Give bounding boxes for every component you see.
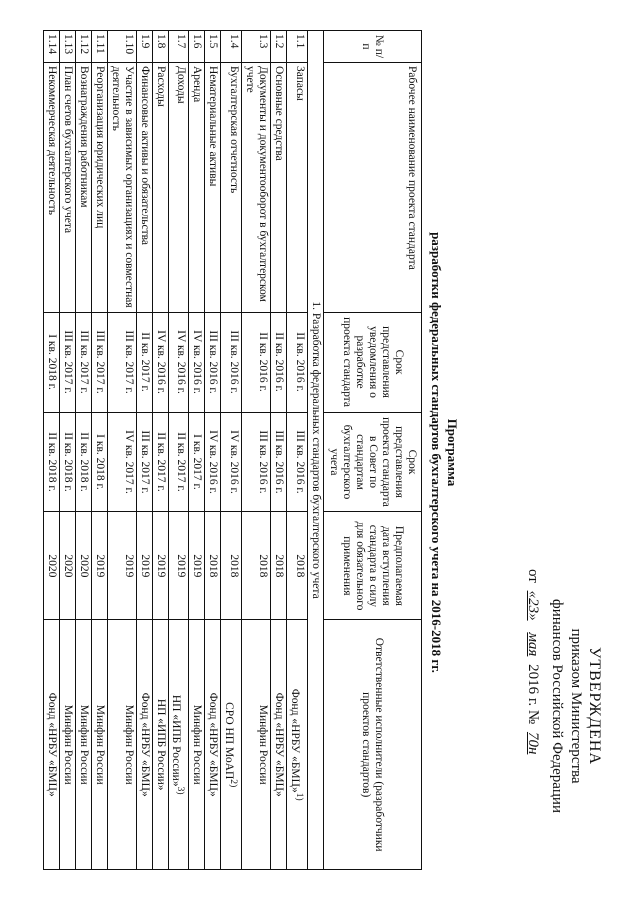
row-executor — [43, 620, 59, 870]
section-title: 1. Разработка федеральных стандартов бухгалтерского учета — [308, 31, 324, 870]
row-effective-year — [168, 512, 189, 620]
row-executor — [107, 620, 136, 870]
row-notice-term — [271, 312, 287, 412]
header-notice: Срок представления уведомления о разработке проекта стандарта — [324, 312, 422, 412]
row-executor-text: Минфин России — [61, 704, 74, 785]
row-submit-term — [287, 412, 308, 512]
row-notice-term — [75, 312, 91, 412]
row-standard-name-text: Расходы — [154, 65, 167, 107]
row-executor — [205, 620, 221, 870]
row-submit-term — [152, 412, 168, 512]
row-number — [205, 31, 221, 63]
row-executor — [136, 620, 152, 870]
row-standard-name-text: Доходы — [175, 65, 188, 104]
row-notice-term-text: III кв. 2017 г. — [122, 330, 135, 394]
row-standard-name-text: Документы и документооборот в бухгалтерском учете — [244, 65, 270, 302]
row-executor — [91, 620, 107, 870]
row-submit-term-text: II кв. 2018 г. — [45, 432, 58, 492]
row-effective-year-text: 2018 — [294, 554, 306, 578]
row-number — [59, 31, 75, 63]
row-standard-name-text: Аренда — [191, 65, 204, 103]
row-executor-text: Минфин России — [191, 704, 204, 785]
row-notice-term-text: IV кв. 2016 г. — [175, 330, 188, 394]
row-number-text: 1.6 — [191, 34, 204, 49]
row-submit-term-text: I кв. 2018 г. — [93, 434, 106, 490]
row-notice-term — [107, 312, 136, 412]
row-submit-term-text: III кв. 2016 г. — [273, 430, 286, 494]
row-standard-name — [168, 62, 189, 312]
row-notice-term — [168, 312, 189, 412]
row-submit-term-text: II кв. 2018 г. — [61, 432, 74, 492]
date-day: «23» — [525, 590, 541, 621]
table-row — [136, 31, 152, 870]
row-effective-year-text: 2019 — [122, 554, 135, 578]
row-notice-term-text: IV кв. 2016 г. — [154, 330, 167, 394]
row-number — [107, 31, 136, 63]
row-submit-term — [168, 412, 189, 512]
table-row — [152, 31, 168, 870]
header-name: Рабочее наименование проекта стандарта — [324, 62, 422, 312]
row-submit-term-text: IV кв. 2016 г. — [207, 430, 220, 494]
row-executor — [287, 620, 308, 870]
row-submit-term — [221, 412, 242, 512]
row-number — [242, 31, 271, 63]
row-notice-term — [205, 312, 221, 412]
table-row — [91, 31, 107, 870]
row-submit-term-text: IV кв. 2016 г. — [228, 430, 241, 494]
row-notice-term-text: III кв. 2017 г. — [61, 330, 74, 394]
row-submit-term-text: II кв. 2017 г. — [175, 432, 188, 492]
table-header-row — [324, 31, 422, 870]
table-row — [168, 31, 189, 870]
row-executor — [242, 620, 271, 870]
table-row — [189, 31, 205, 870]
row-submit-term — [43, 412, 59, 512]
row-standard-name — [189, 62, 205, 312]
row-number-text: 1.10 — [122, 34, 135, 55]
header-submit: Срок представления проекта стандарта в Совет по стандартам бухгалтерского учета — [324, 412, 422, 512]
row-effective-year — [287, 512, 308, 620]
row-number — [152, 31, 168, 63]
row-standard-name-text: Вознаграждения работникам — [77, 65, 90, 208]
row-executor-text: СРО НП МоАП — [223, 702, 236, 780]
table-row — [271, 31, 287, 870]
date-year: 2016 г. № — [525, 664, 541, 725]
row-submit-term-text: III кв. 2017 г. — [138, 430, 151, 494]
row-notice-term — [287, 312, 308, 412]
row-executor-text: Фонд «НРБУ «БМЦ» — [207, 692, 220, 797]
row-number — [75, 31, 91, 63]
approval-line-2: финансов Российской Федерации — [549, 599, 565, 813]
row-number-text: 1.1 — [294, 34, 306, 49]
row-executor-text: Фонд «НРБУ «БМЦ» — [273, 692, 286, 797]
approval-date — [523, 541, 542, 871]
header-effective: Предполагаемая дата вступления стандарта в силу для обязательного применения — [324, 512, 422, 620]
header-executors: Ответственные исполнители (разработчики проектов стандартов) — [324, 620, 422, 870]
row-executor-text: Фонд «НРБУ «БМЦ» — [138, 692, 151, 797]
row-notice-term-text: III кв. 2017 г. — [77, 330, 90, 394]
row-submit-term — [75, 412, 91, 512]
row-effective-year — [242, 512, 271, 620]
program-table — [43, 30, 422, 870]
row-submit-term — [59, 412, 75, 512]
row-standard-name — [271, 62, 287, 312]
row-number-text: 1.2 — [273, 34, 286, 49]
row-standard-name-text: Нематериальные активы — [207, 65, 220, 187]
order-number: 70н — [525, 731, 541, 755]
row-standard-name — [91, 62, 107, 312]
row-number-text: 1.9 — [138, 34, 151, 49]
row-effective-year — [59, 512, 75, 620]
row-standard-name — [205, 62, 221, 312]
row-effective-year — [107, 512, 136, 620]
row-standard-name — [136, 62, 152, 312]
row-notice-term — [59, 312, 75, 412]
row-standard-name — [107, 62, 136, 312]
row-number — [43, 31, 59, 63]
row-notice-term-text: II кв. 2017 г. — [138, 332, 151, 392]
row-notice-term — [242, 312, 271, 412]
table-row — [43, 31, 59, 870]
footnote-marker: 1) — [294, 792, 305, 801]
row-effective-year — [205, 512, 221, 620]
row-notice-term — [136, 312, 152, 412]
row-standard-name — [242, 62, 271, 312]
row-number-text: 1.4 — [228, 34, 241, 49]
row-executor-text: Минфин России — [77, 704, 90, 785]
row-effective-year-text: 2019 — [154, 554, 167, 578]
date-month: мая — [525, 632, 541, 657]
row-notice-term-text: I кв. 2018 г. — [45, 334, 58, 390]
approval-line-1: приказом Министерства — [568, 628, 584, 784]
table-row — [242, 31, 271, 870]
table-row — [59, 31, 75, 870]
row-notice-term-text: III кв. 2016 г. — [228, 330, 241, 394]
table-row — [287, 31, 308, 870]
row-number-text: 1.11 — [93, 34, 106, 54]
row-effective-year-text: 2020 — [45, 554, 58, 578]
row-submit-term — [91, 412, 107, 512]
row-executor-text: Фонд «НРБУ «БМЦ» — [289, 688, 302, 793]
row-executor-text: НП «ИПБ России» — [170, 694, 183, 787]
row-standard-name — [43, 62, 59, 312]
section-row — [308, 31, 324, 870]
row-number — [221, 31, 242, 63]
table-row — [107, 31, 136, 870]
row-executor — [75, 620, 91, 870]
date-prefix: от — [525, 569, 541, 583]
row-effective-year — [75, 512, 91, 620]
program-subtitle: разработки федеральных стандартов бухгалтерского учета на 2016-2018 гг. — [429, 232, 444, 673]
row-submit-term — [136, 412, 152, 512]
row-executor — [152, 620, 168, 870]
row-executor-text: НП «ИПБ России» — [154, 698, 167, 791]
row-submit-term — [242, 412, 271, 512]
row-executor — [221, 620, 242, 870]
program-heading — [428, 40, 460, 865]
row-effective-year-text: 2018 — [273, 554, 286, 578]
row-effective-year — [189, 512, 205, 620]
row-executor-text: Фонд «НРБУ «БМЦ» — [45, 692, 58, 797]
row-executor — [59, 620, 75, 870]
header-num: № п/п — [324, 31, 422, 63]
row-notice-term — [91, 312, 107, 412]
row-effective-year — [271, 512, 287, 620]
row-number — [136, 31, 152, 63]
row-standard-name — [59, 62, 75, 312]
row-executor — [271, 620, 287, 870]
row-notice-term-text: II кв. 2016 г. — [273, 332, 286, 392]
row-number — [287, 31, 308, 63]
row-effective-year-text: 2020 — [61, 554, 74, 578]
row-number-text: 1.14 — [45, 34, 58, 55]
row-submit-term — [205, 412, 221, 512]
row-number-text: 1.3 — [257, 34, 270, 49]
row-standard-name-text: Участие в зависимых организациях и совместная деятельность — [109, 65, 135, 308]
row-standard-name — [221, 62, 242, 312]
row-submit-term-text: II кв. 2017 г. — [154, 432, 167, 492]
approval-block — [523, 541, 604, 871]
row-effective-year — [43, 512, 59, 620]
row-number — [168, 31, 189, 63]
row-effective-year-text: 2019 — [175, 554, 188, 578]
row-number-text: 1.5 — [207, 34, 220, 49]
row-executor-text: Минфин России — [122, 704, 135, 785]
row-effective-year — [152, 512, 168, 620]
row-standard-name — [75, 62, 91, 312]
table-row — [221, 31, 242, 870]
row-submit-term — [189, 412, 205, 512]
row-submit-term — [271, 412, 287, 512]
row-executor — [189, 620, 205, 870]
row-standard-name-text: Основные средства — [273, 65, 286, 161]
row-executor-text: Минфин России — [93, 704, 106, 785]
footnote-marker: 2) — [228, 779, 240, 788]
row-submit-term-text: I кв. 2017 г. — [191, 434, 204, 490]
row-notice-term-text: III кв. 2017 г. — [93, 330, 106, 394]
row-standard-name-text: Запасы — [294, 65, 306, 101]
row-effective-year — [91, 512, 107, 620]
footnote-marker: 3) — [175, 786, 187, 795]
row-notice-term — [221, 312, 242, 412]
row-standard-name-text: Некоммерческая деятельность — [45, 65, 58, 215]
row-notice-term — [152, 312, 168, 412]
row-standard-name-text: Бухгалтерская отчетность — [228, 65, 241, 194]
table-row — [75, 31, 91, 870]
approval-title: УТВЕРЖДЕНА — [586, 646, 603, 765]
program-title: Программа — [445, 418, 460, 487]
row-effective-year-text: 2019 — [138, 554, 151, 578]
row-effective-year — [136, 512, 152, 620]
row-effective-year-text: 2018 — [257, 554, 270, 578]
row-notice-term-text: II кв. 2016 г. — [294, 332, 306, 392]
row-number — [271, 31, 287, 63]
row-executor — [168, 620, 189, 870]
row-submit-term-text: II кв. 2018 г. — [77, 432, 90, 492]
row-notice-term-text: IV кв. 2016 г. — [191, 330, 204, 394]
row-effective-year-text: 2018 — [228, 554, 241, 578]
row-submit-term-text: III кв. 2016 г. — [257, 430, 270, 494]
row-number-text: 1.12 — [77, 34, 90, 55]
table-row — [205, 31, 221, 870]
row-standard-name-text: План счетов бухгалтерского учета — [61, 65, 74, 234]
row-number-text: 1.13 — [61, 34, 74, 55]
row-number-text: 1.7 — [175, 34, 188, 49]
row-number-text: 1.8 — [154, 34, 167, 49]
row-notice-term — [43, 312, 59, 412]
row-number — [91, 31, 107, 63]
row-standard-name-text: Финансовые активы и обязательства — [138, 65, 151, 245]
row-notice-term-text: II кв. 2016 г. — [257, 332, 270, 392]
row-executor-text: Минфин России — [257, 704, 270, 785]
row-effective-year-text: 2019 — [191, 554, 204, 578]
row-standard-name-text: Реорганизация юридических лиц — [93, 65, 106, 229]
row-effective-year-text: 2018 — [207, 554, 220, 578]
row-standard-name — [287, 62, 308, 312]
row-submit-term-text: IV кв. 2017 г. — [122, 430, 135, 494]
row-effective-year-text: 2019 — [93, 554, 106, 578]
row-effective-year-text: 2020 — [77, 554, 90, 578]
row-number — [189, 31, 205, 63]
row-notice-term — [189, 312, 205, 412]
row-submit-term — [107, 412, 136, 512]
row-notice-term-text: III кв. 2016 г. — [207, 330, 220, 394]
row-effective-year — [221, 512, 242, 620]
row-submit-term-text: III кв. 2016 г. — [294, 430, 306, 494]
row-standard-name — [152, 62, 168, 312]
